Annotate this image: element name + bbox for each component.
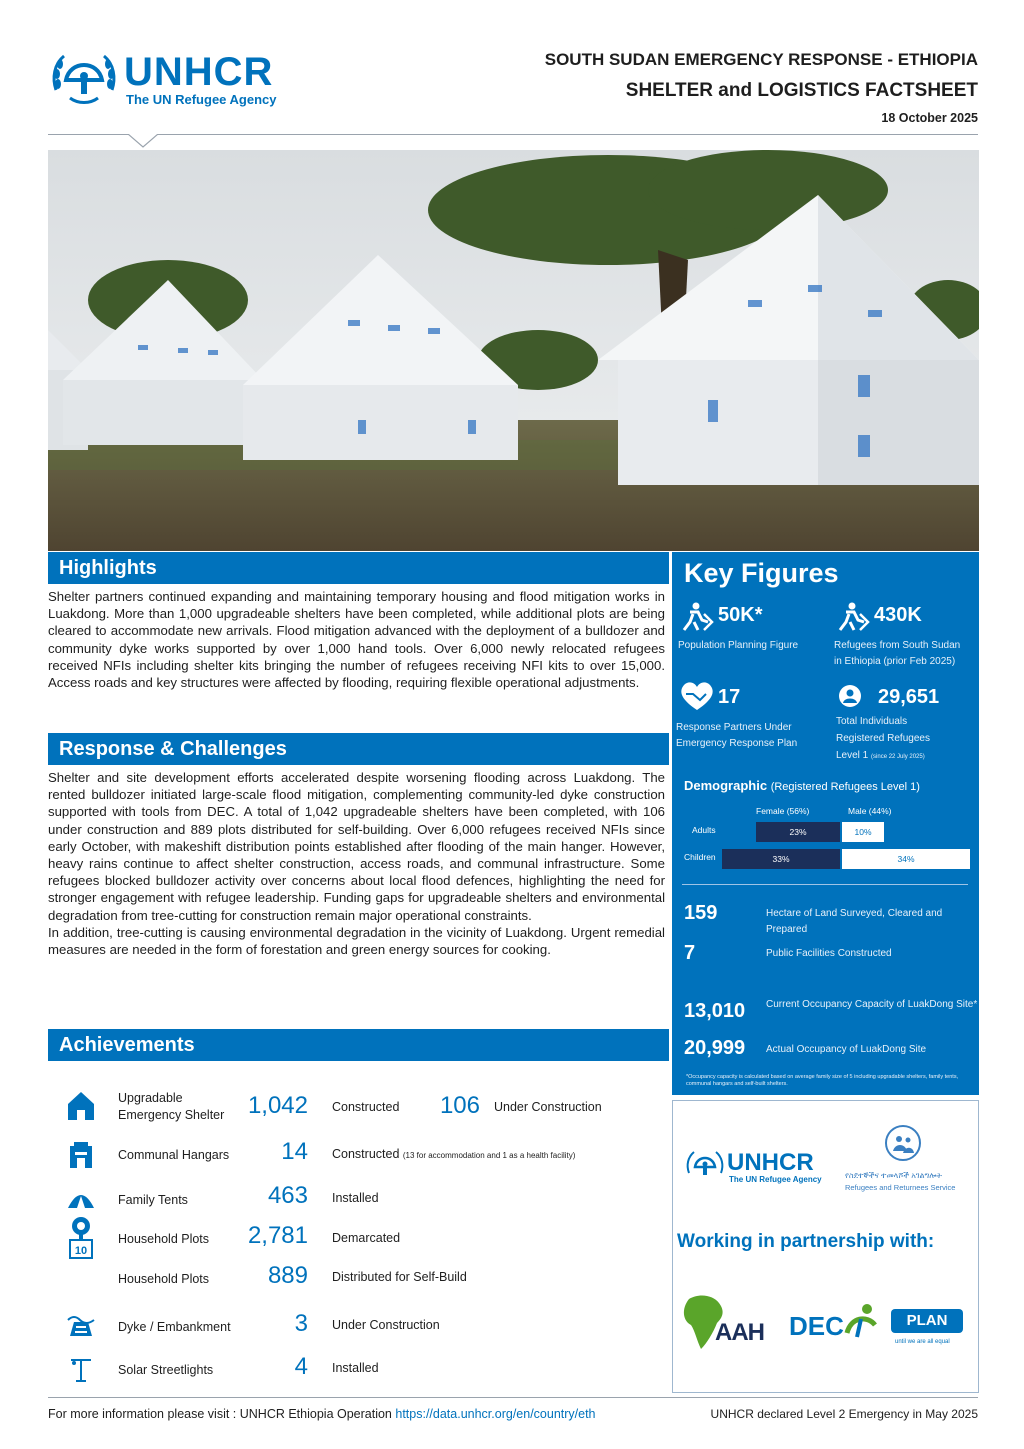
achievement-label-shelter: Upgradable Emergency Shelter [118, 1091, 225, 1122]
footer-info [48, 1407, 596, 1421]
demographic-heading [684, 778, 920, 793]
streetlight-icon [68, 1356, 94, 1384]
kf-occupancy-value: 20,999 [684, 1037, 746, 1059]
rrs-logo-icon [881, 1123, 925, 1163]
svg-text:10: 10 [74, 1245, 88, 1257]
demographic-subtitle: (Registered Refugees Level 1) [770, 781, 920, 793]
achievements-heading: Achievements [48, 1029, 669, 1061]
kf-registered-label-1: Total Individuals [836, 716, 908, 727]
achievement-desc-tents: Installed [332, 1191, 379, 1205]
response-paragraph-2: In addition, tree-cutting is causing environmental degradation in the vicinity of Luakdong. Urgent remedial measures are needed in the form of forestation and green energy sources for cooking. [48, 924, 665, 958]
kf-registered-note: (since 22 July 2025) [871, 754, 925, 760]
unhcr-emblem-icon [50, 50, 118, 106]
achievement-note-hangars: (13 for accommodation and 1 as a health facility) [402, 1151, 576, 1160]
kf-occupancy-label: Actual Occupancy of LuakDong Site [766, 1044, 927, 1055]
kf-population-planning-label: Population Planning Figure [678, 640, 799, 651]
kf-registered-level: Level 1 [836, 750, 869, 761]
demographic-male-header: Male (44%) [848, 806, 892, 816]
demographic-children-male-bar: 34% [842, 849, 970, 869]
achievement-value-shelter-under-construction: 106 [439, 1092, 480, 1119]
demographic-children-female-bar: 33% [722, 849, 840, 869]
kf-registered-label-3 [836, 748, 925, 765]
dec-figure-icon [841, 1303, 881, 1341]
partner-unhcr-subtitle: The UN Refugee Agency [729, 1175, 822, 1184]
kf-land-label: Hectare of Land Surveyed, Cleared and Prepared [766, 908, 943, 935]
partnership-panel [672, 1100, 979, 1393]
unhcr-logo-wordmark: UNHCR [124, 50, 274, 94]
kf-partners-label-2: Emergency Response Plan [676, 738, 798, 749]
unhcr-logo-subtitle: The UN Refugee Agency [126, 92, 277, 107]
partner-unhcr-wordmark: UNHCR [727, 1149, 814, 1176]
demographic-female-header: Female (56%) [756, 806, 810, 816]
achievement-value-tents: 463 [267, 1182, 308, 1209]
partner-dec-logo: DEC [789, 1311, 844, 1341]
person-icon [838, 684, 862, 708]
highlights-text: Shelter partners continued expanding and maintaining temporary housing and flood mitigation works in Luakdong. More than 1,000 upgradeable shelters have been completed, while additional plots are being cleared to accommodate new arrivals. Flood mitigation advanced with the deployment of a bulldozer and community dyke works supported by over 1,000 hand tools. Over 6,000 newly relocated refugees received NFIs including shelter kits bringing the number of refugees receiving NFI kits to over 15,000. Access roads and key structures were affected by flooding, requiring flexible operational adjustments. [48, 589, 665, 691]
header-title-line2: SHELTER and LOGISTICS FACTSHEET [625, 80, 978, 101]
header-title-line1: SOUTH SUDAN EMERGENCY RESPONSE - ETHIOPIA [544, 50, 978, 69]
hangar-icon [68, 1140, 94, 1170]
achievement-label-streetlights: Solar Streetlights [118, 1363, 214, 1377]
demographic-adults-label: Adults [692, 825, 716, 835]
achievement-label-plots-selfbuild: Household Plots [118, 1272, 210, 1286]
footer-info-text: For more information please visit : UNHCR Ethiopia Operation [48, 1407, 392, 1421]
footer-divider [48, 1397, 978, 1398]
achievement-label-hangars: Communal Hangars [118, 1148, 230, 1162]
kf-partners-value: 17 [718, 686, 741, 708]
kf-capacity-label: Current Occupancy Capacity of LuakDong Site* [766, 999, 978, 1010]
dyke-icon [66, 1312, 96, 1338]
header-date: 18 October 2025 [881, 111, 978, 125]
kf-south-sudan-value: 430K [874, 604, 922, 626]
key-figures-divider [682, 884, 968, 885]
kf-facilities-label: Public Facilities Constructed [766, 948, 892, 959]
achievement-label-dyke: Dyke / Embankment [118, 1320, 231, 1334]
demographic-adults-male-bar: 10% [842, 822, 884, 842]
key-figures-title: Key Figures [684, 558, 839, 588]
highlights-heading: Highlights [48, 552, 669, 584]
achievement-label-plots: Household Plots [118, 1232, 210, 1246]
shelter-photo [48, 150, 979, 551]
achievement-desc-shelter: Constructed [332, 1100, 400, 1114]
kf-south-sudan-label-1: Refugees from South Sudan [834, 640, 961, 651]
partner-plan-logo: PLAN [891, 1309, 963, 1333]
achievement-desc-hangars-main: Constructed [332, 1147, 400, 1161]
achievement-value-plots-selfbuild: 889 [267, 1262, 308, 1289]
demographic-title: Demographic [684, 778, 768, 793]
handshake-icon [678, 680, 716, 712]
header-divider [48, 134, 978, 135]
achievement-desc-plots-selfbuild: Distributed for Self-Build [332, 1270, 467, 1284]
kf-registered-value: 29,651 [878, 686, 940, 708]
key-figures-panel [672, 552, 979, 1095]
partner-aah-logo: AAH [715, 1319, 764, 1346]
person-walking-icon [678, 602, 714, 632]
achievement-desc-streetlights: Installed [332, 1361, 379, 1375]
achievement-desc-dyke: Under Construction [332, 1318, 440, 1332]
partner-plan-subtitle: until we are all equal [895, 1339, 950, 1345]
demographic-adults-female-bar: 23% [756, 822, 840, 842]
demographic-children-label: Children [684, 852, 716, 862]
kf-footnote: *Occupancy capacity is calculated based on average family size of 5 including upgradable shelters, family tents, communal hangars and self-built shelters. [686, 1074, 959, 1087]
partnership-title: Working in partnership with: [677, 1231, 935, 1252]
achievement-value-hangars: 14 [281, 1138, 308, 1165]
header-caret-icon [128, 134, 158, 148]
house-icon [66, 1090, 96, 1122]
response-paragraph-1: Shelter and site development efforts accelerated despite worsening flooding across Luakdong. The rented bulldozer initiated large-scale flood mitigation, complementing community-led dyke construction supported with tools from DEC. A total of 1,042 upgradeable shelters have been completed, with 106 under construction and 889 plots distributed for self-building. Over 6,000 refugees received NFIs since early October, with makeshift distribution points established after flooding of the main hanger. However, heavy rains continue to affect shelter construction, access roads, and communal infrastructure. Some refugees blocked bulldozer activity over concerns about local flood defences, highlighting the need for stronger engagement with refugee leadership. Funding gaps for upgradeable shelters and environmental degradation from tree-cutting for construction remain major operational constraints. [48, 770, 665, 923]
kf-south-sudan-label-2: in Ethiopia (prior Feb 2025) [834, 656, 956, 667]
response-text [48, 769, 665, 958]
achievement-desc-shelter-under-construction: Under Construction [494, 1100, 602, 1114]
kf-capacity-value: 13,010 [684, 1000, 746, 1022]
partner-rrs-label: Refugees and Returnees Service [845, 1183, 956, 1192]
person-walking-icon [834, 602, 870, 632]
achievement-value-dyke: 3 [294, 1310, 308, 1337]
kf-facilities-value: 7 [684, 942, 696, 964]
achievement-value-plots: 2,781 [247, 1222, 308, 1249]
footer-emergency-note: UNHCR declared Level 2 Emergency in May 2025 [710, 1407, 978, 1421]
kf-land-value: 159 [684, 902, 718, 924]
achievement-value-shelter: 1,042 [247, 1092, 308, 1119]
partner-rrs-amharic: የስደተኞችና ተመላሾች አገልግሎት [845, 1171, 942, 1180]
tent-icon [66, 1186, 96, 1210]
achievement-value-streetlights: 4 [294, 1353, 308, 1380]
achievement-desc-plots: Demarcated [332, 1231, 401, 1245]
achievement-desc-hangars [332, 1147, 575, 1161]
kf-partners-label-1: Response Partners Under [676, 722, 792, 733]
footer-link[interactable]: https://data.unhcr.org/en/country/eth [395, 1407, 596, 1421]
unhcr-emblem-icon [685, 1149, 725, 1183]
response-heading: Response & Challenges [48, 733, 669, 765]
kf-registered-label-2: Registered Refugees [836, 733, 930, 744]
plot-marker-icon [68, 1216, 94, 1260]
kf-population-planning-value: 50K* [718, 604, 763, 626]
achievement-label-tents: Family Tents [118, 1193, 188, 1207]
